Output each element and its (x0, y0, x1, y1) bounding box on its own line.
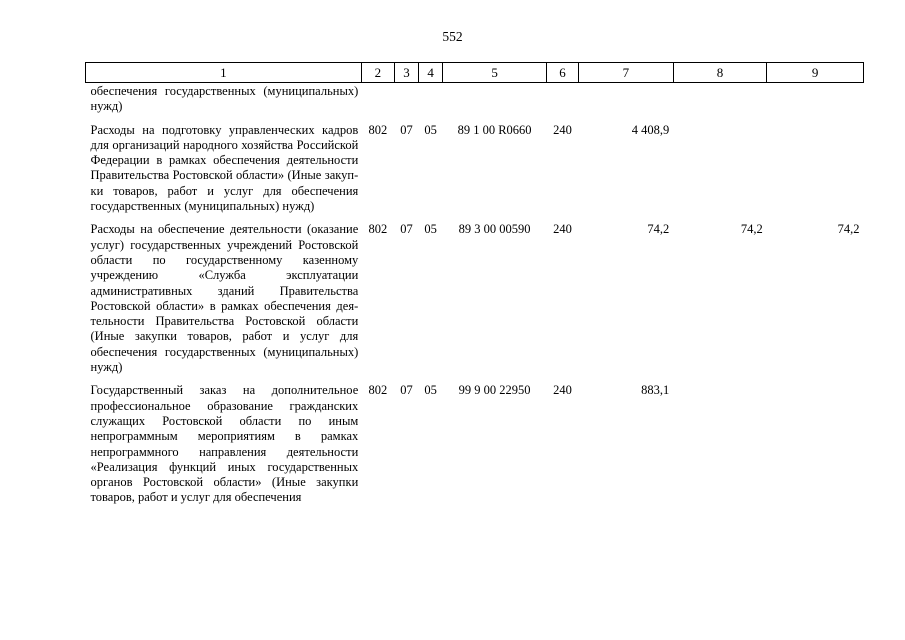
target-article-code: 99 9 00 22950 (458, 383, 531, 398)
budget-table (85, 62, 864, 506)
table-row (86, 115, 864, 215)
column-header: 9 (767, 63, 864, 83)
amount-year-1: 883,1 (641, 383, 670, 398)
subsection-code: 05 (424, 383, 437, 398)
page-number: 552 (442, 29, 463, 44)
amount-year-3: 74,2 (837, 222, 860, 237)
amount-year-1: 74,2 (647, 222, 670, 237)
column-header: 5 (443, 63, 547, 83)
column-header: 1 (86, 63, 362, 83)
table-row (86, 375, 864, 505)
table-header-row (86, 63, 864, 83)
row-description: обеспечения государственных (муниципальных) нужд) (90, 84, 359, 114)
section-code: 07 (400, 222, 413, 237)
amount-year-2 (673, 83, 767, 115)
amount-year-3 (767, 83, 864, 115)
column-header: 3 (394, 63, 418, 83)
section-code: 07 (400, 122, 413, 137)
expense-type-code (546, 83, 578, 115)
column-header: 4 (419, 63, 443, 83)
amount-year-2 (673, 375, 767, 505)
amount-year-1 (579, 83, 674, 115)
subsection-code: 05 (424, 122, 437, 137)
admin-code: 802 (368, 383, 388, 398)
expense-type-code: 240 (553, 383, 572, 398)
amount-year-3 (767, 375, 864, 505)
admin-code (361, 83, 394, 115)
subsection-code: 05 (424, 222, 437, 237)
amount-year-1: 4 408,9 (631, 122, 670, 137)
admin-code: 802 (368, 222, 388, 237)
admin-code: 802 (368, 122, 388, 137)
amount-year-2: 74,2 (740, 222, 763, 237)
row-description: Государственный заказ на дополнительное профессиональное образование гражданских служащих Ростовской области по иным непрограммным мероприятиям в рамках непрограммного направления деятельности «Реализация функций иных государственных органов Ростовской области» (Иные закупки товаров, работ и услуг для обеспечения (90, 383, 359, 505)
expense-type-code: 240 (553, 222, 572, 237)
table-row (86, 214, 864, 375)
column-header: 2 (361, 63, 394, 83)
table-row (86, 83, 864, 115)
section-code: 07 (400, 383, 413, 398)
row-description: Расходы на подготовку управленческих кадров для организаций народного хозяйства Российской Федерации в рамках обеспечения деятельности Правительства Ростовской области» (Иные закупки товаров, работ и услуг для обеспечения государственных (муниципальных) нужд) (90, 122, 359, 214)
target-article-code: 89 3 00 00590 (458, 222, 531, 237)
target-article-code (443, 83, 547, 115)
amount-year-2 (673, 115, 767, 215)
column-header: 6 (546, 63, 578, 83)
row-description: Расходы на обеспечение деятельности (оказание услуг) государственных учреждений Ростовской области по государственному казенному учреждению «Служба эксплуатации административных зданий Правительства Ростовской области» в рамках обеспечения деятельности Правительства Ростовской области (Иные закупки товаров, работ и услуг для обеспечения государственных (муниципальных) нужд) (90, 222, 359, 375)
amount-year-3 (767, 115, 864, 215)
section-code (394, 83, 418, 115)
column-header: 7 (579, 63, 674, 83)
column-header: 8 (673, 63, 767, 83)
target-article-code: 89 1 00 R0660 (457, 122, 532, 137)
expense-type-code: 240 (553, 122, 572, 137)
subsection-code (419, 83, 443, 115)
